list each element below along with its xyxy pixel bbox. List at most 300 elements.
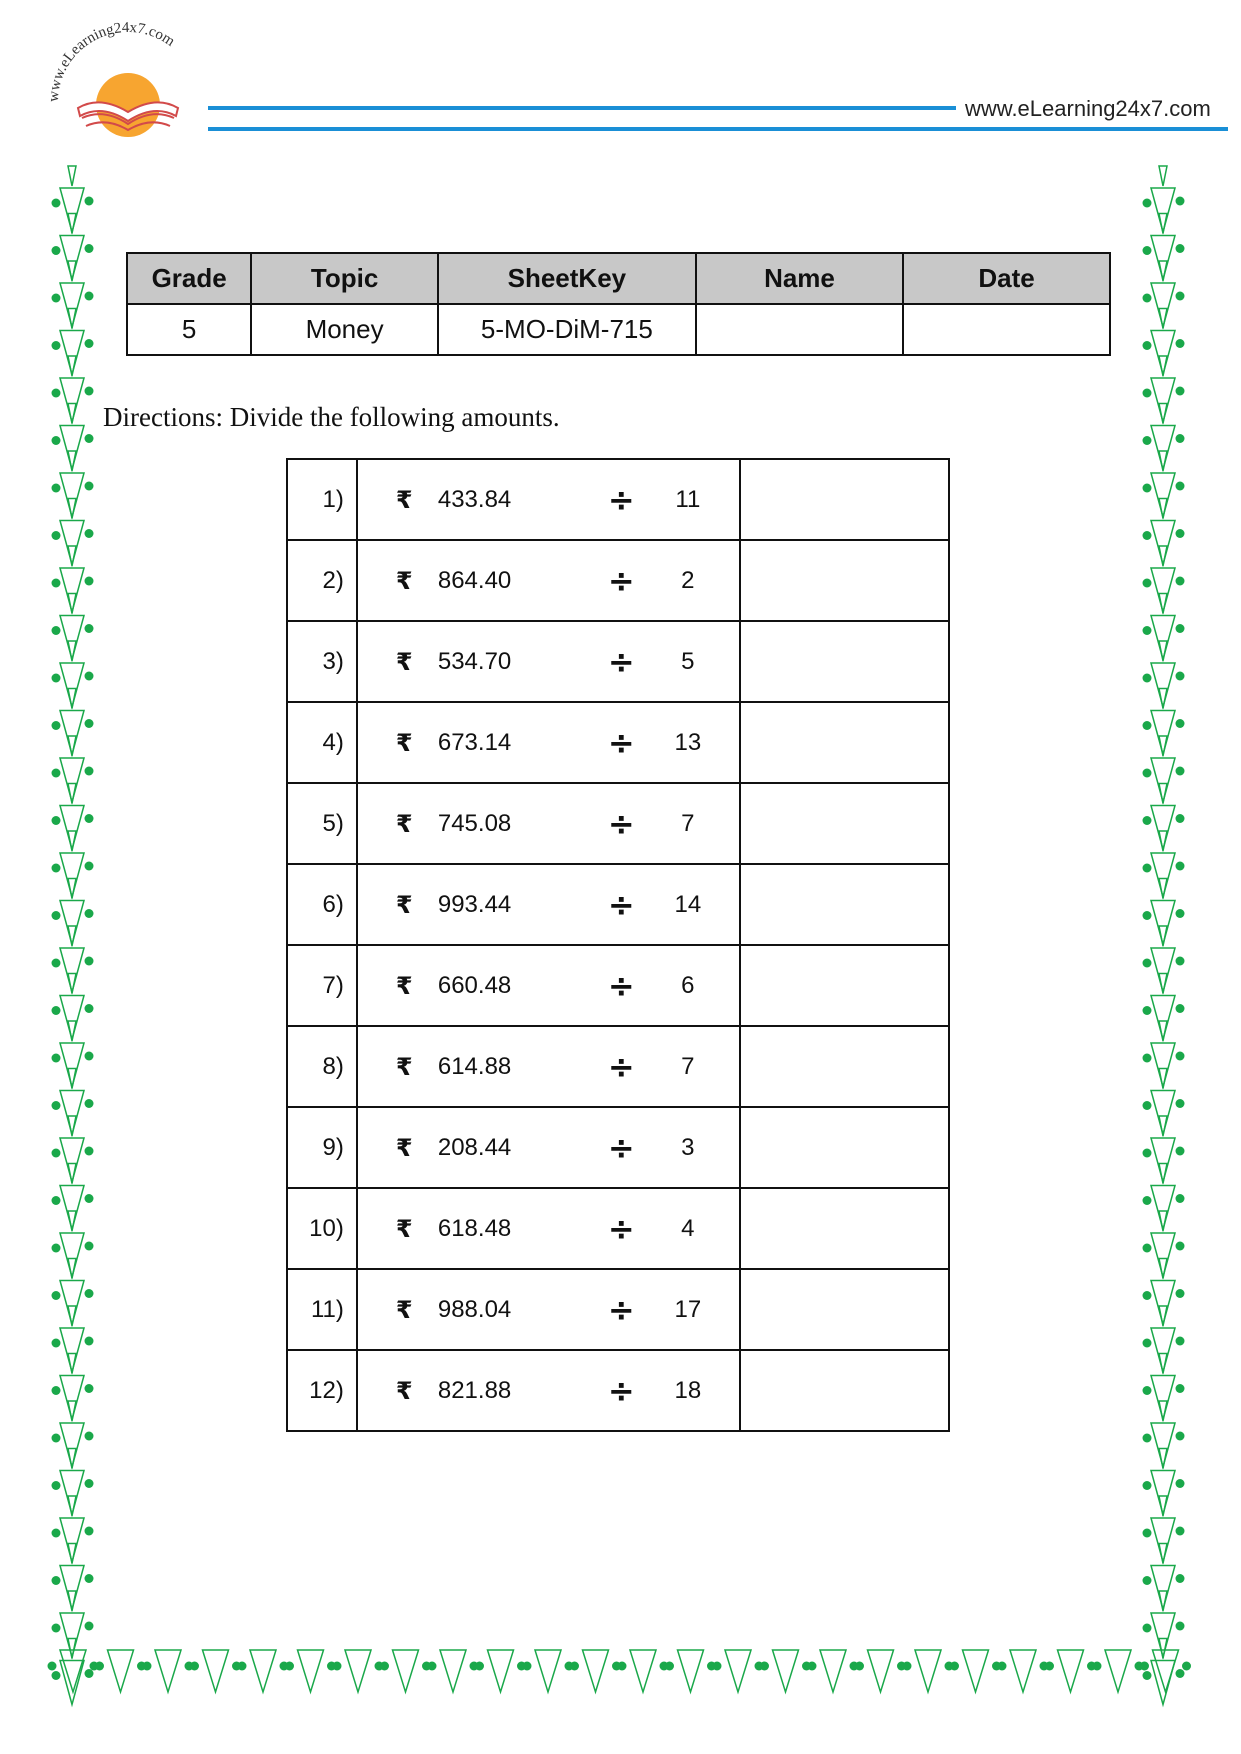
border-dot [137,1662,146,1671]
border-dot [660,1662,669,1671]
border-triangle [488,1650,514,1692]
answer-field[interactable] [740,459,949,540]
border-triangle [1151,1376,1175,1420]
border-triangle [345,1650,371,1692]
border-triangle [1151,188,1175,232]
border-dot [85,577,94,586]
problem-row [287,864,949,945]
border-dot [1176,1527,1185,1536]
dividend-amount: 864.40 [437,566,512,594]
border-triangle [1159,356,1167,376]
border-triangle [68,166,76,186]
name-field[interactable] [696,304,903,355]
problem-row [287,459,949,540]
border-dot [570,1662,579,1671]
border-triangle [68,594,76,614]
sheetkey-header: SheetKey [438,253,696,304]
border-dot [85,1004,94,1013]
border-dot [85,909,94,918]
border-dot [1143,1481,1152,1490]
problem-expression [357,1188,740,1269]
border-triangle [60,568,84,612]
border-triangle [60,1423,84,1467]
dividend-amount: 745.08 [437,809,512,837]
border-triangle [68,1211,76,1231]
border-dot [85,672,94,681]
border-dot [760,1662,769,1671]
divisor-value: 17 [674,1295,702,1323]
border-triangle [60,948,84,992]
problem-row [287,1188,949,1269]
border-dot [52,1624,61,1633]
border-dot [52,864,61,873]
grade-value: 5 [127,304,251,355]
border-triangle [1159,1259,1167,1279]
border-triangle [60,236,84,280]
divisor-value: 3 [681,1133,695,1161]
border-dot [618,1662,627,1671]
rupee-icon: ₹ [395,809,413,838]
border-dot [707,1662,716,1671]
border-triangle [1159,1116,1167,1136]
border-triangle [1151,1661,1175,1705]
problem-number: 9) [287,1107,357,1188]
border-triangle [1153,1650,1179,1692]
border-triangle [1151,1043,1175,1087]
border-triangle [60,663,84,707]
border-triangle [1159,1401,1167,1421]
border-dot [1176,957,1185,966]
divisor-value: 14 [674,890,702,918]
border-dot [850,1662,859,1671]
border-dot [90,1662,99,1671]
border-triangle [68,214,76,234]
border-triangle [60,1376,84,1420]
border-dot [52,531,61,540]
border-triangle [1159,689,1167,709]
border-triangle [68,736,76,756]
divide-icon: ÷ [607,561,635,600]
border-triangle [1159,451,1167,471]
border-dot [1182,1662,1191,1671]
border-triangle [1159,974,1167,994]
border-triangle [60,616,84,660]
border-triangle [68,831,76,851]
border-triangle [1151,426,1175,470]
border-dot [52,769,61,778]
border-triangle [298,1650,324,1692]
border-triangle [60,1650,86,1692]
border-dot [1143,1576,1152,1585]
date-field[interactable] [903,304,1110,355]
problem-expression [357,864,740,945]
border-triangle [1151,1423,1175,1467]
divide-icon: ÷ [607,804,635,843]
border-dot [52,1101,61,1110]
border-triangle [68,1544,76,1564]
border-triangle [1151,378,1175,422]
border-triangle [60,901,84,945]
border-dot [52,246,61,255]
border-dot [85,1099,94,1108]
border-dot [85,529,94,538]
date-header: Date [903,253,1110,304]
border-triangle [1151,806,1175,850]
border-triangle [1010,1650,1036,1692]
border-triangle [1151,1471,1175,1515]
dividend-amount: 614.88 [437,1052,512,1080]
border-dot [52,1244,61,1253]
border-dot [52,911,61,920]
border-dot [85,1194,94,1203]
border-triangle [1159,546,1167,566]
border-dot [85,1669,94,1678]
border-dot [1176,814,1185,823]
border-triangle [68,1401,76,1421]
border-dot [1143,341,1152,350]
divisor-value: 7 [681,809,695,837]
border-triangle [68,1021,76,1041]
border-triangle [1159,404,1167,424]
border-dot [1176,1194,1185,1203]
border-dot [1143,911,1152,920]
border-triangle [68,1639,76,1659]
border-dot [422,1662,431,1671]
border-triangle [68,1069,76,1089]
elearning-logo [40,20,215,150]
border-triangle [68,1116,76,1136]
border-dot [1176,1574,1185,1583]
border-triangle [535,1650,561,1692]
border-triangle [60,996,84,1040]
border-triangle [1159,1496,1167,1516]
divide-icon: ÷ [607,1047,635,1086]
border-dot [1143,1006,1152,1015]
problem-expression [357,621,740,702]
border-triangle [68,641,76,661]
problem-row [287,783,949,864]
divisor-value: 5 [681,647,695,675]
border-triangle [1058,1650,1084,1692]
border-dot [52,816,61,825]
border-triangle [1159,1639,1167,1659]
border-triangle [1151,1281,1175,1325]
answer-field[interactable] [740,1188,949,1269]
border-triangle [60,853,84,897]
border-triangle [1151,1613,1175,1657]
border-dot [52,1339,61,1348]
border-triangle [1151,1566,1175,1610]
border-dot [1176,482,1185,491]
border-dot [1087,1662,1096,1671]
divisor-value: 6 [681,971,695,999]
border-dot [1176,1242,1185,1251]
border-triangle [1159,1306,1167,1326]
border-dot [52,959,61,968]
border-dot [1143,1624,1152,1633]
border-triangle [60,1091,84,1135]
border-triangle [60,1233,84,1277]
border-dot [52,1671,61,1680]
border-dot [565,1662,574,1671]
border-dot [1143,436,1152,445]
border-dot [85,1574,94,1583]
border-triangle [1151,901,1175,945]
answer-field[interactable] [740,1269,949,1350]
border-dot [85,1432,94,1441]
border-dot [1045,1662,1054,1671]
border-dot [1176,1622,1185,1631]
border-triangle [68,1496,76,1516]
problem-expression [357,1269,740,1350]
rupee-icon: ₹ [395,971,413,1000]
border-triangle [108,1650,134,1692]
dividend-amount: 993.44 [437,890,512,918]
border-dot [85,197,94,206]
border-triangle [1151,948,1175,992]
border-triangle [1159,879,1167,899]
border-triangle [1151,711,1175,755]
border-triangle [1159,641,1167,661]
border-dot [52,721,61,730]
border-dot [1143,531,1152,540]
border-dot [85,1337,94,1346]
problem-expression [357,1026,740,1107]
border-dot [190,1662,199,1671]
border-dot [85,482,94,491]
border-dot [85,1052,94,1061]
border-dot [1040,1662,1049,1671]
border-dot [945,1662,954,1671]
border-dot [1143,1529,1152,1538]
problem-expression [357,459,740,540]
dividend-amount: 673.14 [437,728,512,756]
rupee-icon: ₹ [395,890,413,919]
border-dot [1143,864,1152,873]
border-triangle [68,499,76,519]
border-triangle [68,784,76,804]
border-triangle [60,1328,84,1372]
answer-field[interactable] [740,540,949,621]
border-dot [52,1386,61,1395]
border-triangle [1159,1544,1167,1564]
problem-number: 2) [287,540,357,621]
border-triangle [60,378,84,422]
border-dot [85,767,94,776]
border-triangle [68,1259,76,1279]
border-dot [143,1662,152,1671]
border-triangle [1159,1591,1167,1611]
divide-icon: ÷ [607,1209,635,1248]
border-triangle [60,1566,84,1610]
border-triangle [1151,616,1175,660]
border-triangle [678,1650,704,1692]
answer-field[interactable] [740,783,949,864]
rupee-icon: ₹ [395,485,413,514]
border-dot [1143,816,1152,825]
border-dot [517,1662,526,1671]
border-triangle [250,1650,276,1692]
problem-number: 4) [287,702,357,783]
border-dot [52,579,61,588]
border-dot [1176,1669,1185,1678]
border-triangle [1151,1186,1175,1230]
border-triangle [868,1650,894,1692]
border-dot [1176,1432,1185,1441]
border-dot [52,389,61,398]
rupee-icon: ₹ [395,1052,413,1081]
border-triangle [60,1281,84,1325]
border-dot [665,1662,674,1671]
border-triangle [1159,214,1167,234]
border-dot [185,1662,194,1671]
border-dot [1176,197,1185,206]
border-triangle [1151,283,1175,327]
border-dot [1176,909,1185,918]
rupee-icon: ₹ [395,1376,413,1405]
border-dot [85,1289,94,1298]
border-triangle [1151,473,1175,517]
border-triangle [1159,1164,1167,1184]
answer-field[interactable] [740,621,949,702]
border-dot [470,1662,479,1671]
border-dot [855,1662,864,1671]
answer-field[interactable] [740,702,949,783]
border-dot [85,339,94,348]
border-triangle [155,1650,181,1692]
border-triangle [1151,1328,1175,1372]
border-triangle [1159,1449,1167,1469]
border-dot [85,244,94,253]
border-dot [52,1529,61,1538]
border-triangle [1159,831,1167,851]
border-dot [85,387,94,396]
border-triangle [1159,166,1167,186]
problem-number: 11) [287,1269,357,1350]
border-triangle [60,1471,84,1515]
border-dot [1176,292,1185,301]
answer-field[interactable] [740,945,949,1026]
border-triangle [1159,1354,1167,1374]
border-triangle [773,1650,799,1692]
border-dot [1143,199,1152,208]
border-dot [1176,1337,1185,1346]
problem-row [287,1107,949,1188]
border-triangle [68,1449,76,1469]
sheetkey-value: 5-MO-DiM-715 [438,304,696,355]
divisor-value: 18 [674,1376,702,1404]
answer-field[interactable] [740,1026,949,1107]
border-triangle [1151,331,1175,375]
problem-row [287,540,949,621]
divide-icon: ÷ [607,966,635,1005]
border-triangle [60,806,84,850]
border-dot [1135,1662,1144,1671]
border-dot [52,1434,61,1443]
problem-row [287,1350,949,1431]
border-dot [1176,339,1185,348]
border-triangle [68,309,76,329]
border-triangle [60,1186,84,1230]
border-dot [85,719,94,728]
divide-icon: ÷ [607,480,635,519]
border-dot [1143,1671,1152,1680]
problems-table [286,458,950,1432]
divide-icon: ÷ [607,1128,635,1167]
problem-expression [357,1107,740,1188]
border-dot [1093,1662,1102,1671]
border-dot [1143,246,1152,255]
problem-row [287,621,949,702]
border-dot [85,1527,94,1536]
name-header: Name [696,253,903,304]
border-dot [1176,767,1185,776]
border-dot [52,674,61,683]
border-dot [1140,1662,1149,1671]
border-dot [808,1662,817,1671]
rupee-icon: ₹ [395,566,413,595]
border-dot [333,1662,342,1671]
divisor-value: 11 [675,485,701,513]
rupee-icon: ₹ [395,728,413,757]
answer-field[interactable] [740,1107,949,1188]
border-dot [897,1662,906,1671]
border-triangle [1151,1233,1175,1277]
divide-icon: ÷ [607,1290,635,1329]
border-dot [52,1149,61,1158]
dividend-amount: 433.84 [437,485,512,513]
border-dot [1176,1004,1185,1013]
dividend-amount: 208.44 [437,1133,512,1161]
border-dot [52,1291,61,1300]
border-dot [1143,579,1152,588]
dividend-amount: 618.48 [437,1214,512,1242]
directions-text: Directions: Divide the following amounts. [103,402,560,432]
border-triangle [68,404,76,424]
border-dot [1176,672,1185,681]
problem-number: 1) [287,459,357,540]
border-triangle [1151,1138,1175,1182]
border-dot [1143,1054,1152,1063]
border-dot [1143,721,1152,730]
topic-value: Money [251,304,438,355]
header-rule-bottom [208,127,1228,131]
border-triangle [1159,261,1167,281]
border-dot [327,1662,336,1671]
border-dot [755,1662,764,1671]
border-dot [238,1662,247,1671]
border-triangle [1159,926,1167,946]
border-triangle [1159,594,1167,614]
border-dot [85,1147,94,1156]
border-triangle [68,1306,76,1326]
border-triangle [1151,236,1175,280]
border-triangle [68,356,76,376]
border-dot [85,957,94,966]
border-dot [1176,529,1185,538]
border-dot [1143,1101,1152,1110]
border-triangle [1159,1069,1167,1089]
border-triangle [1159,1211,1167,1231]
border-dot [1176,1052,1185,1061]
answer-field[interactable] [740,864,949,945]
border-dot [52,1054,61,1063]
border-triangle [68,1164,76,1184]
answer-field[interactable] [740,1350,949,1431]
border-dot [375,1662,384,1671]
border-triangle [68,1354,76,1374]
border-dot [285,1662,294,1671]
